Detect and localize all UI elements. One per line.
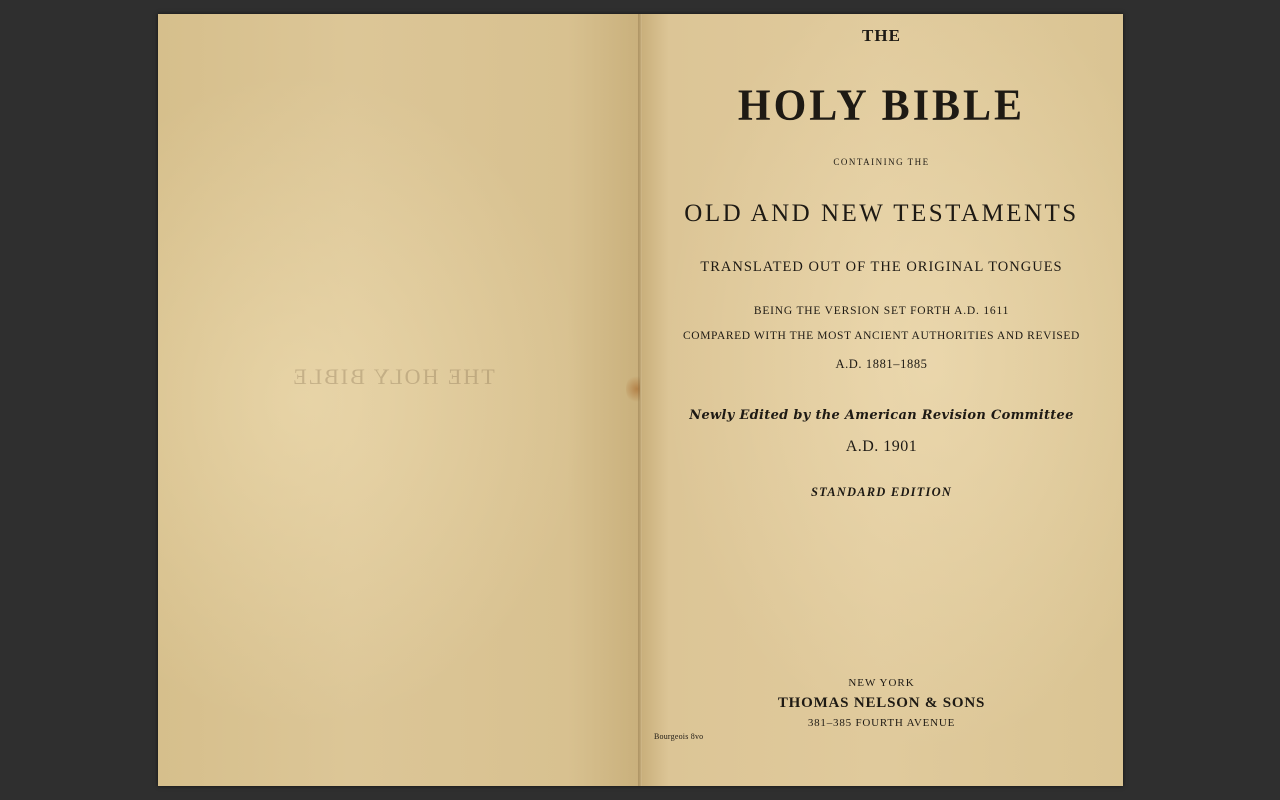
show-through-title: THE HOLY BIBLE [291,364,495,389]
book-spread [158,14,1123,786]
translated-line: TRANSLATED OUT OF THE ORIGINAL TONGUES [700,259,1063,275]
containing-line: CONTAINING THE [833,157,930,167]
main-title: HOLY BIBLE [737,81,1026,131]
publisher-name: THOMAS NELSON & SONS [777,695,986,711]
edition-year: A.D. 1901 [845,438,918,455]
edited-by-line: Newly Edited by the American Revision Committee [689,408,1074,423]
left-page[interactable] [158,14,640,786]
testaments-line: OLD AND NEW TESTAMENTS [684,200,1079,227]
revised-years: A.D. 1881–1885 [835,357,928,371]
compared-line: COMPARED WITH THE MOST ANCIENT AUTHORITIES AND REVISED [683,330,1080,342]
title-the: THE [862,26,901,45]
publisher-city: NEW YORK [848,677,915,689]
title-page[interactable] [640,14,1123,786]
publisher-address: 381–385 FOURTH AVENUE [807,717,956,729]
format-note: Bourgeois 8vo [654,732,704,741]
book-gutter [638,14,642,786]
version-line: BEING THE VERSION SET FORTH A.D. 1611 [753,305,1010,317]
edition-label: STANDARD EDITION [810,485,953,499]
